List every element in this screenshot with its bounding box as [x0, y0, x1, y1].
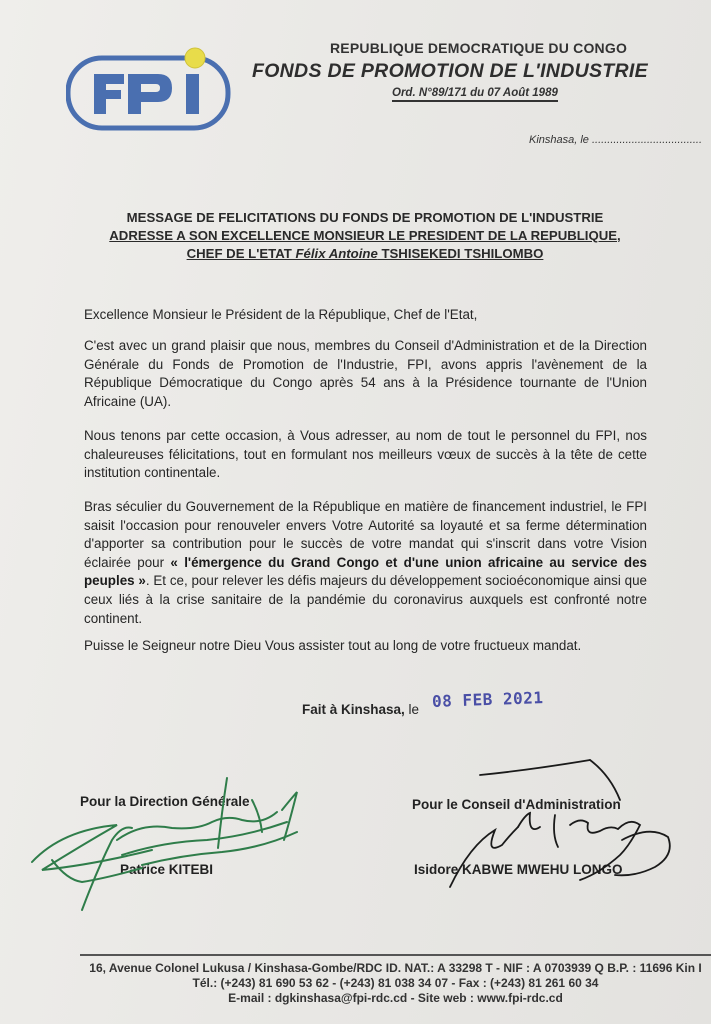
letter-title-line-3: CHEF DE L'ETAT Félix Antoine TSHISEKEDI TSHILOMBO	[186, 246, 544, 261]
letter-title-line-1: MESSAGE DE FELICITATIONS DU FONDS DE PROMOTION DE L'INDUSTRIE	[126, 210, 604, 225]
ordinance-reference: Ord. N°89/171 du 07 Août 1989	[392, 87, 558, 102]
footer-address: 16, Avenue Colonel Lukusa / Kinshasa-Gombe/RDC ID. NAT.: A 33298 T - NIF : A 0703939 Q B.P. : 11696 Kin I	[89, 961, 702, 975]
footer-phone: Tél.: (+243) 81 690 53 62 - (+243) 81 038 34 07 - Fax : (+243) 81 261 60 34	[192, 976, 599, 990]
paragraph-3: Bras séculier du Gouvernement de la République en matière de financement industriel, le FPI saisit l'occasion pour renouveler envers Votre Autorité sa loyauté et sa ferme détermination d'apporter sa contribution pour le succès de votre mandat qui s'inscrit dans votre Vision éclairée pour « l'émergence du Grand Congo et d'une union africaine au service des peuples ». Et ce, pour relever les défis majeurs du développement socioéconomique ainsi que ceux liés à la crise sanitaire de la pandémie du coronavirus auxquels est confronté notre continent.	[84, 499, 647, 626]
paragraph-4: Puisse le Seigneur notre Dieu Vous assister tout au long de votre fructueux mandat.	[84, 638, 582, 653]
footer-contact: E-mail : dgkinshasa@fpi-rdc.cd - Site web : www.fpi-rdc.cd	[228, 991, 563, 1005]
logo-text: FPI	[149, 104, 151, 105]
left-signatory-label: Pour la Direction Générale	[80, 794, 250, 809]
organization-heading: FONDS DE PROMOTION DE L'INDUSTRIE	[252, 60, 648, 82]
footer-divider	[80, 954, 711, 956]
date-stamp: 08 FEB 2021	[431, 688, 544, 711]
paragraph-2: Nous tenons par cette occasion, à Vous adresser, au nom de tout le personnel du FPI, nos chaleureuses félicitations, tout en formulant nos meilleurs vœux de succès à la tête de cette institution continentale.	[84, 428, 647, 481]
right-signature	[440, 755, 690, 905]
letter-title-line-2: ADRESSE A SON EXCELLENCE MONSIEUR LE PRESIDENT DE LA REPUBLIQUE,	[109, 228, 621, 243]
right-signatory-label: Pour le Conseil d'Administration	[412, 797, 621, 812]
left-signatory-name: Patrice KITEBI	[120, 862, 214, 877]
right-signatory-name: Isidore KABWE MWEHU LONGO	[414, 862, 623, 877]
paragraph-1: C'est avec un grand plaisir que nous, membres du Conseil d'Administration et de la Direction Générale du Fonds de Promotion de l'Industrie, FPI, avons appris l'avènement de la République Démocratique du Congo après 54 ans à la Présidence tournante de l'Union Africaine (UA).	[84, 338, 647, 409]
fpi-logo	[66, 44, 232, 132]
salutation: Excellence Monsieur le Président de la République, Chef de l'Etat,	[84, 307, 478, 322]
country-heading: REPUBLIQUE DEMOCRATIQUE DU CONGO	[330, 40, 628, 56]
left-signature	[22, 770, 312, 920]
city-date-line: Kinshasa, le ....................................	[529, 134, 703, 146]
closing-place: Fait à Kinshasa, le	[302, 702, 420, 717]
